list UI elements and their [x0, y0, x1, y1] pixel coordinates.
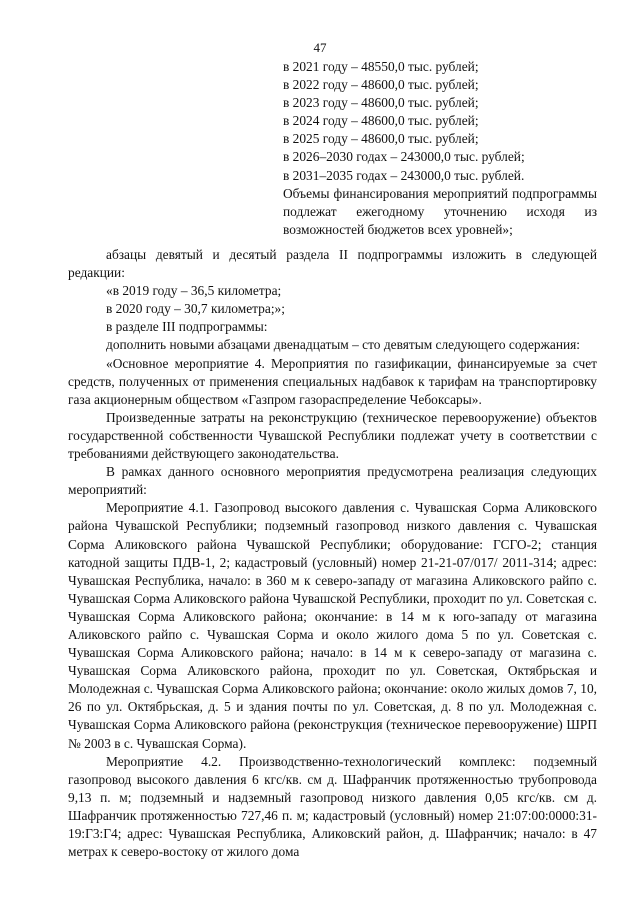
- funding-line: в 2021 году – 48550,0 тыс. рублей;: [283, 59, 479, 74]
- paragraph: Мероприятие 4.1. Газопровод высокого давления с. Чувашская Сорма Аликовского района Чувашской Республики; подземный газопровод низкого давления с. Чувашская Сорма Аликовского района Чувашской Республики; оборудование: ГСГО-2; станция катодной защиты ПДВ-1, 2; кадастровый (условный) номер 21-21-07/017/ 2011-314; адрес: Чувашская Республика, начало: в 360 м к северо-западу от магазина Аликовского райпо с. Чувашская Сорма Аликовского района Чувашской Республики, проходит по ул. Советская с. Чувашская Сорма Аликовского района; окончание: в 14 м к юго-западу от магазина Аликовского райпо с. Чувашская Сорма и около жилого дома 5 по ул. Советская с. Чувашская Сорма Аликовского района; начало: в 14 м к северо-западу от магазина с. Чувашская Сорма Аликовского района, проходит по ул. Советская, Октябрьская и Молодежная с. Чувашская Сорма Аликовского района; окончание: около жилых домов 7, 10, 26 по ул. Октябрьская, д. 5 и здания почты по ул. Советская, д. 8 по ул. Молодежная с. Чувашская Сорма Аликовского района (реконструкция (техническое перевооружение) ШРП № 2003 в с. Чувашская Сорма).: [68, 500, 597, 751]
- main-text: [68, 246, 597, 861]
- funding-line: в 2024 году – 48600,0 тыс. рублей;: [283, 113, 479, 129]
- paragraph: абзацы девятый и десятый раздела II подпрограммы изложить в следующей редакции:: [68, 247, 597, 281]
- funding-line: в 2026–2030 годах – 243000,0 тыс. рублей;: [283, 149, 525, 165]
- paragraph: Произведенные затраты на реконструкцию (техническое перевооружение) объектов государственной собственности Чувашской Республики подлежат учету в соответствии с требованиями действующего законодательства.: [68, 409, 597, 462]
- paragraph: дополнить новыми абзацами двенадцатым – сто девятым следующего содержания:: [106, 337, 581, 353]
- funding-note: Объемы финансирования мероприятий подпрограммы подлежат ежегодному уточнению исходя из возможностей бюджетов всех уровней»;: [283, 185, 597, 237]
- paragraph: в разделе III подпрограммы:: [106, 319, 268, 335]
- paragraph: Мероприятие 4.2. Производственно-технологический комплекс: подземный газопровод высокого давления 6 кгс/кв. см д. Шафранчик протяженностью трубопровода 9,13 п. м; подземный и надземный газопровод низкого давления 0,05 кгс/кв. см д. Шафранчик протяженностью 727,46 п. м; кадастровый (условный) номер 21:07:00:0000:31-19:Г3:Г4; адрес: Чувашская Республика, Аликовский район, д. Шафранчик; начало: в 47 метрах к северо-востоку от жилого дома: [68, 753, 597, 860]
- paragraph: в 2020 году – 30,7 километра;»;: [106, 301, 285, 317]
- funding-line: в 2025 году – 48600,0 тыс. рублей;: [283, 131, 479, 147]
- paragraph: «Основное мероприятие 4. Мероприятия по газификации, финансируемые за счет средств, полученных от применения специальных надбавок к тарифам на транспортировку газа акционерным обществом «Газпром газораспределение Чебоксары».: [68, 355, 597, 407]
- funding-line: в 2023 году – 48600,0 тыс. рублей;: [283, 95, 479, 111]
- paragraph: «в 2019 году – 36,5 километра;: [106, 283, 282, 299]
- paragraph: В рамках данного основного мероприятия предусмотрена реализация следующих мероприятий:: [68, 464, 597, 498]
- funding-line: в 2031–2035 годах – 243000,0 тыс. рублей.: [283, 167, 525, 183]
- funding-line: в 2022 году – 48600,0 тыс. рублей;: [283, 77, 479, 93]
- page-number: 47: [313, 40, 327, 55]
- funding-list: [283, 58, 597, 239]
